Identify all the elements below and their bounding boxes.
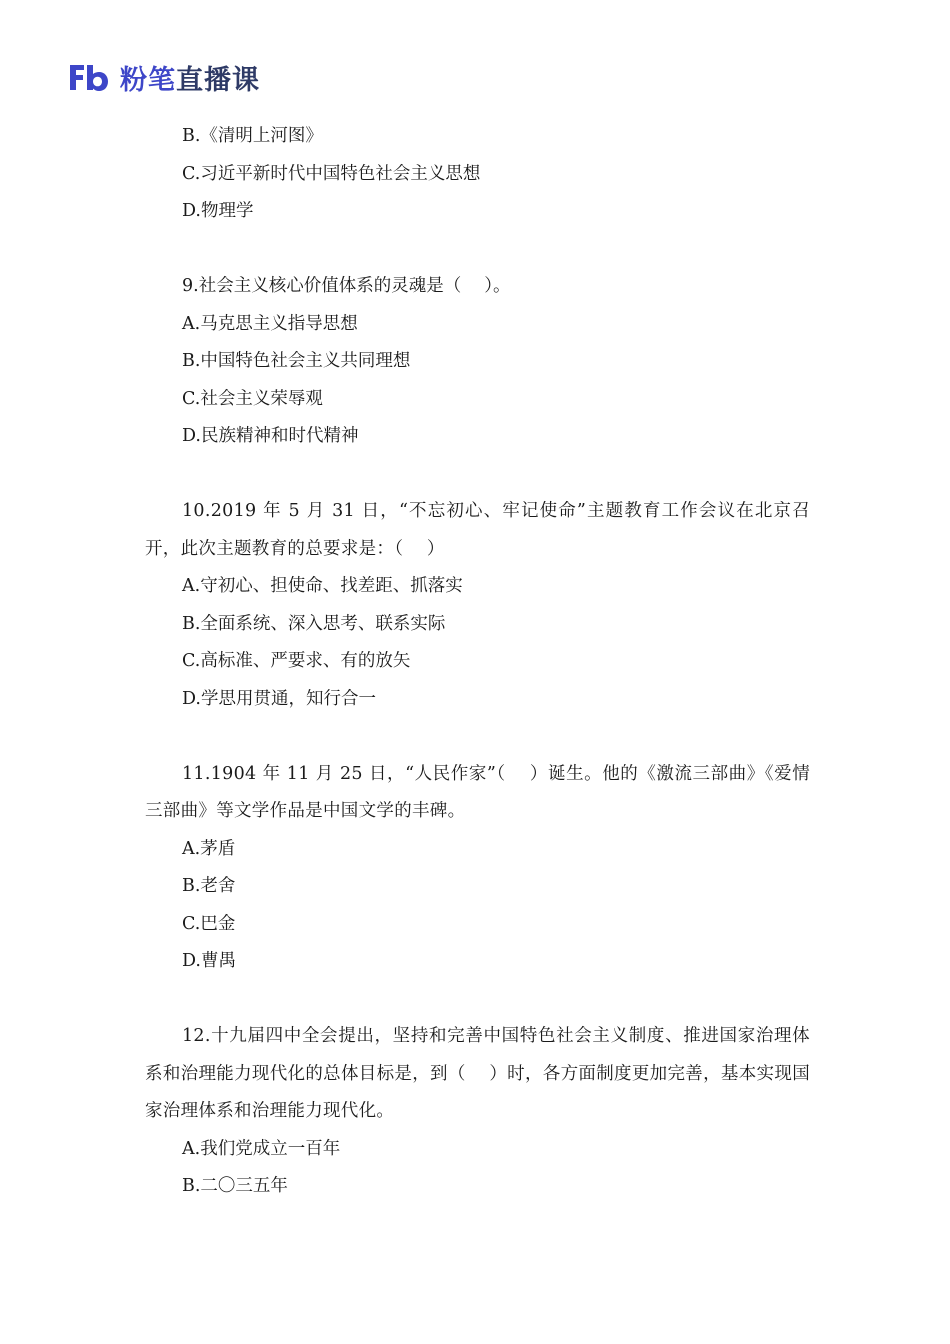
fb-logo-icon bbox=[68, 61, 110, 93]
brand-logo bbox=[68, 60, 260, 94]
spacer bbox=[145, 718, 810, 756]
q10-stem: 10.2019 年 5 月 31 日，“不忘初心、牢记使命”主题教育工作会议在北京召开，此次主题教育的总要求是：（ ） bbox=[145, 501, 810, 559]
spacer bbox=[145, 231, 810, 269]
q8-option-c: C.习近平新时代中国特色社会主义思想 bbox=[182, 163, 481, 184]
q9-option-c: C.社会主义荣辱观 bbox=[182, 388, 323, 409]
q9-option-d: D.民族精神和时代精神 bbox=[182, 426, 359, 446]
logo-brand-text: 粉笔 bbox=[120, 64, 176, 96]
q12-option-a: A.我们党成立一百年 bbox=[182, 1138, 341, 1159]
logo-text bbox=[120, 58, 260, 97]
q11-option-a: A.茅盾 bbox=[182, 838, 236, 859]
q9-stem: 9.社会主义核心价值体系的灵魂是（ ）。 bbox=[182, 276, 511, 296]
q10-option-d: D.学思用贯通，知行合一 bbox=[182, 688, 376, 709]
q10-option-b: B.全面系统、深入思考、联系实际 bbox=[182, 613, 446, 634]
document-body bbox=[145, 118, 810, 1206]
q11-option-b: B.老舍 bbox=[182, 876, 236, 896]
q12-option-b: B.二〇三五年 bbox=[182, 1176, 288, 1196]
q11-option-c: C.巴金 bbox=[182, 913, 236, 934]
q10-option-a: A.守初心、担使命、找差距、抓落实 bbox=[182, 576, 463, 596]
q11-stem: 11.1904 年 11 月 25 日，“人民作家”（ ）诞生。他的《激流三部曲》《爱情三部曲》等文学作品是中国文学的丰碑。 bbox=[145, 763, 810, 821]
q12-stem: 12.十九届四中全会提出，坚持和完善中国特色社会主义制度、推进国家治理体系和治理能力现代化的总体目标是，到（ ）时，各方面制度更加完善，基本实现国家治理体系和治理能力现代化。 bbox=[145, 1026, 810, 1121]
q10-option-c: C.高标准、严要求、有的放矢 bbox=[182, 651, 411, 671]
q11-option-d: D.曹禺 bbox=[182, 951, 236, 971]
q9-option-b: B.中国特色社会主义共同理想 bbox=[182, 351, 411, 371]
q8-option-b: B.《清明上河图》 bbox=[182, 126, 323, 146]
q8-option-d: D.物理学 bbox=[182, 201, 254, 221]
spacer bbox=[145, 981, 810, 1019]
logo-suffix-text: 直播课 bbox=[176, 64, 260, 96]
q9-option-a: A.马克思主义指导思想 bbox=[182, 313, 358, 334]
spacer bbox=[145, 456, 810, 494]
